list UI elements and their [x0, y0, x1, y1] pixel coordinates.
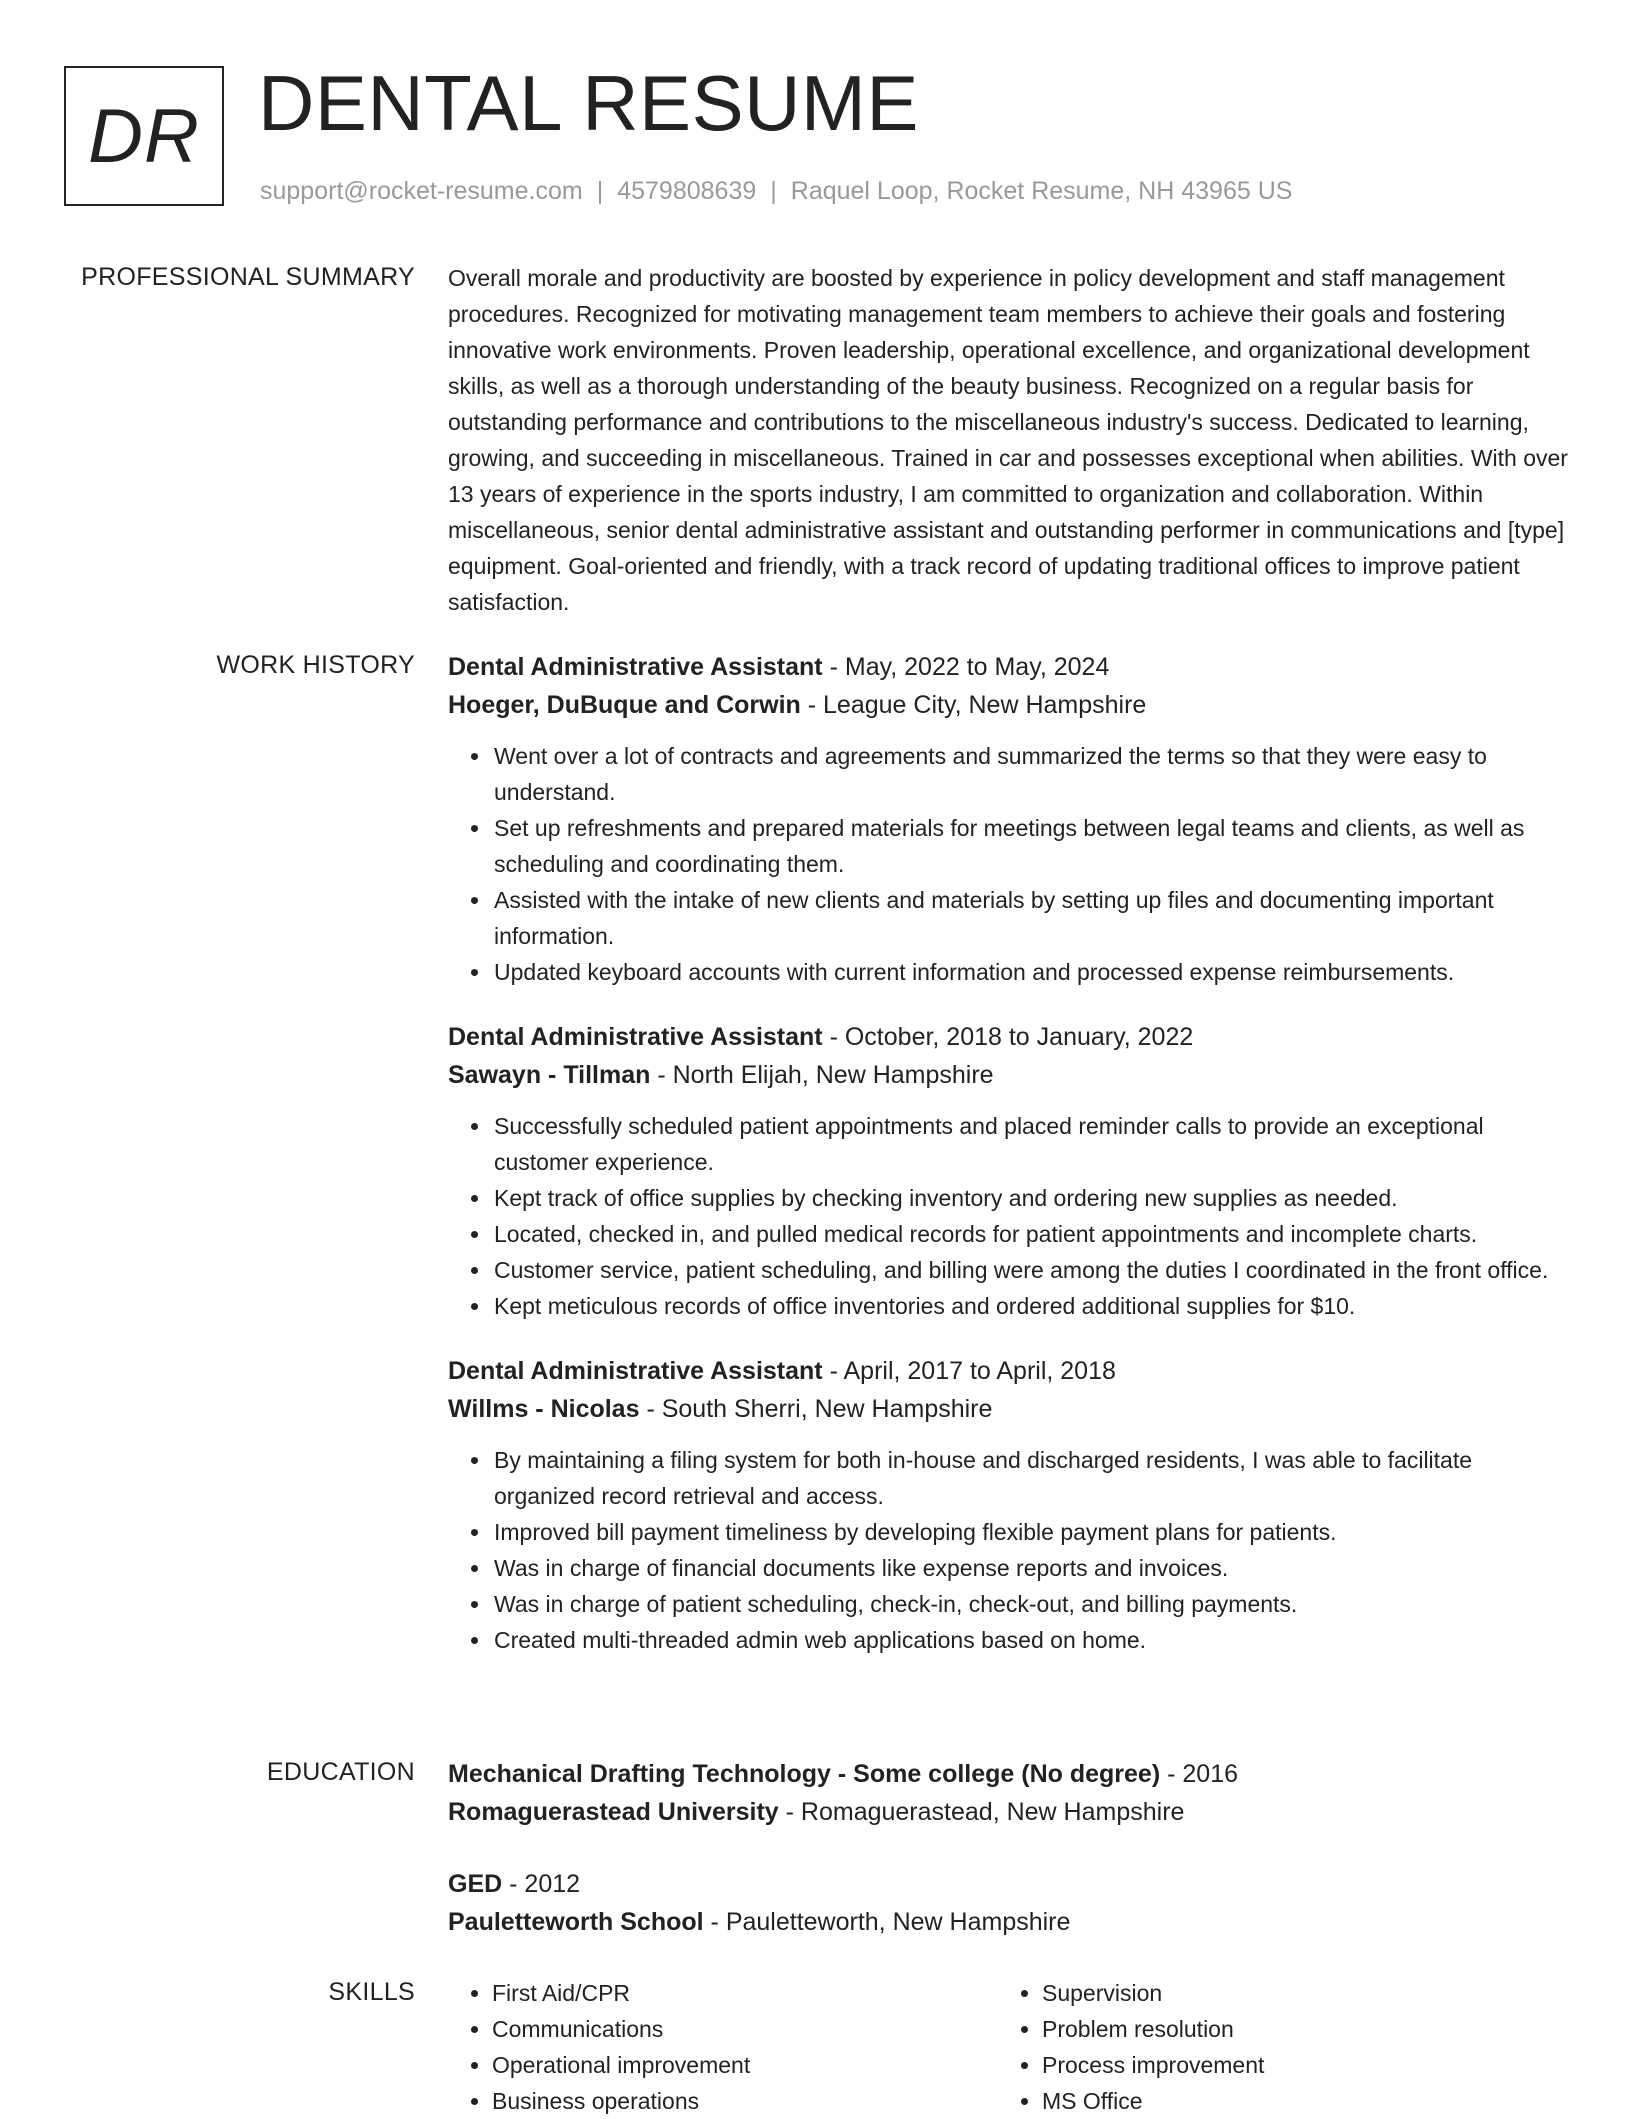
skill-item: • First Aid/CPR [492, 1975, 998, 2011]
skills-list-right [998, 1975, 1562, 2119]
job-duty: • Created multi-threaded admin web applications based on home. [492, 1622, 1568, 1658]
job-company-line [448, 686, 1568, 724]
job-entry [448, 1018, 1568, 1324]
job-duty: • Kept meticulous records of office inventories and ordered additional supplies for $10. [492, 1288, 1568, 1324]
job-duties [448, 1442, 1568, 1658]
resume-title: DENTAL RESUME [258, 59, 919, 147]
job-duty: • Improved bill payment timeliness by developing flexible payment plans for patients. [492, 1514, 1568, 1550]
summary-heading: PROFESSIONAL SUMMARY [81, 263, 415, 291]
skill-item: • Process improvement [1042, 2047, 1562, 2083]
job-location: - League City, New Hampshire [807, 691, 1147, 719]
monogram-box [64, 66, 224, 206]
contact-separator: | [596, 177, 604, 205]
job-location: - South Sherri, New Hampshire [646, 1395, 993, 1423]
job-dates: - May, 2022 to May, 2024 [829, 653, 1110, 681]
education-location: - Romaguerastead, New Hampshire [785, 1798, 1185, 1826]
skill-item: • Supervision [1042, 1975, 1562, 2011]
skills-columns [448, 1975, 1568, 2119]
contact-address: Raquel Loop, Rocket Resume, NH 43965 US [790, 177, 1293, 205]
education-location: - Pauletteworth, New Hampshire [710, 1908, 1071, 1936]
job-duty: • By maintaining a filing system for both in-house and discharged residents, I was able to facilitate organized record retrieval and access. [492, 1442, 1568, 1514]
job-duty: • Updated keyboard accounts with current information and processed expense reimbursements. [492, 954, 1568, 990]
contact-line [260, 176, 1292, 206]
job-duty: • Successfully scheduled patient appointments and placed reminder calls to provide an exceptional customer experience. [492, 1108, 1568, 1180]
job-dates: - October, 2018 to January, 2022 [829, 1023, 1194, 1051]
contact-email: support@rocket-resume.com [260, 177, 583, 205]
summary-text: Overall morale and productivity are boosted by experience in policy development and staff management procedures. Recognized for motivating management team members to achieve their goals and fostering innovative work environments. Proven leadership, operational excellence, and organizational development skills, as well as a thorough understanding of the beauty business. Recognized on a regular basis for outstanding performance and contributions to the miscellaneous industry's success. Dedicated to learning, growing, and succeeding in miscellaneous. Trained in car and possesses exceptional when abilities. With over 13 years of experience in the sports industry, I am committed to organization and collaboration. Within miscellaneous, senior dental administrative assistant and outstanding performer in communications and [type] equipment. Goal-oriented and friendly, with a track record of updating traditional offices to improve patient satisfaction. [448, 265, 1568, 615]
contact-separator: | [770, 177, 777, 205]
job-duty: • Was in charge of patient scheduling, check-in, check-out, and billing payments. [492, 1586, 1568, 1622]
skill-item: • Communications [492, 2011, 998, 2047]
education-school-line [448, 1903, 1568, 1941]
job-company-line [448, 1056, 1568, 1094]
job-company: Hoeger, DuBuque and Corwin [448, 691, 801, 719]
job-entry [448, 1352, 1568, 1658]
job-title: Dental Administrative Assistant [448, 653, 823, 681]
job-title-line [448, 1352, 1568, 1390]
job-company: Willms - Nicolas [448, 1395, 640, 1423]
job-duty: • Assisted with the intake of new clients and materials by setting up files and documenting important information. [492, 882, 1568, 954]
skills-list-left [448, 1975, 998, 2119]
job-duty: • Set up refreshments and prepared materials for meetings between legal teams and clients, as well as scheduling and coordinating them. [492, 810, 1568, 882]
skills-heading: SKILLS [328, 1978, 415, 2006]
skill-item: • Business operations [492, 2083, 998, 2119]
job-duties [448, 1108, 1568, 1324]
education-year: - 2012 [509, 1870, 581, 1898]
job-title-line [448, 648, 1568, 686]
job-company-line [448, 1390, 1568, 1428]
job-company: Sawayn - Tillman [448, 1061, 651, 1089]
skill-item: • Operational improvement [492, 2047, 998, 2083]
job-duty: • Customer service, patient scheduling, and billing were among the duties I coordinated in the front office. [492, 1252, 1568, 1288]
job-duty: • Was in charge of financial documents like expense reports and invoices. [492, 1550, 1568, 1586]
job-duty: • Located, checked in, and pulled medical records for patient appointments and incomplete charts. [492, 1216, 1568, 1252]
job-title: Dental Administrative Assistant [448, 1023, 823, 1051]
education-degree-line [448, 1755, 1568, 1793]
education-entry [448, 1755, 1568, 1831]
job-duty: • Went over a lot of contracts and agreements and summarized the terms so that they were easy to understand. [492, 738, 1568, 810]
job-title-line [448, 1018, 1568, 1056]
skill-item: • Problem resolution [1042, 2011, 1562, 2047]
job-title: Dental Administrative Assistant [448, 1357, 823, 1385]
skill-item: • MS Office [1042, 2083, 1562, 2119]
education-degree: GED [448, 1870, 503, 1898]
job-duty: • Kept track of office supplies by checking inventory and ordering new supplies as needed. [492, 1180, 1568, 1216]
job-entry [448, 648, 1568, 990]
job-duties [448, 738, 1568, 990]
job-dates: - April, 2017 to April, 2018 [829, 1357, 1116, 1385]
education-degree-line [448, 1865, 1568, 1903]
education-school: Romaguerastead University [448, 1798, 779, 1826]
education-heading: EDUCATION [266, 1758, 415, 1786]
contact-phone: 4579808639 [617, 177, 757, 205]
education-year: - 2016 [1167, 1760, 1239, 1788]
education-school: Pauletteworth School [448, 1908, 704, 1936]
education-entry [448, 1865, 1568, 1941]
work-history-heading: WORK HISTORY [216, 651, 415, 679]
monogram-initials: DR [88, 93, 200, 179]
education-school-line [448, 1793, 1568, 1831]
education-degree: Mechanical Drafting Technology - Some college (No degree) [448, 1760, 1161, 1788]
job-location: - North Elijah, New Hampshire [657, 1061, 994, 1089]
